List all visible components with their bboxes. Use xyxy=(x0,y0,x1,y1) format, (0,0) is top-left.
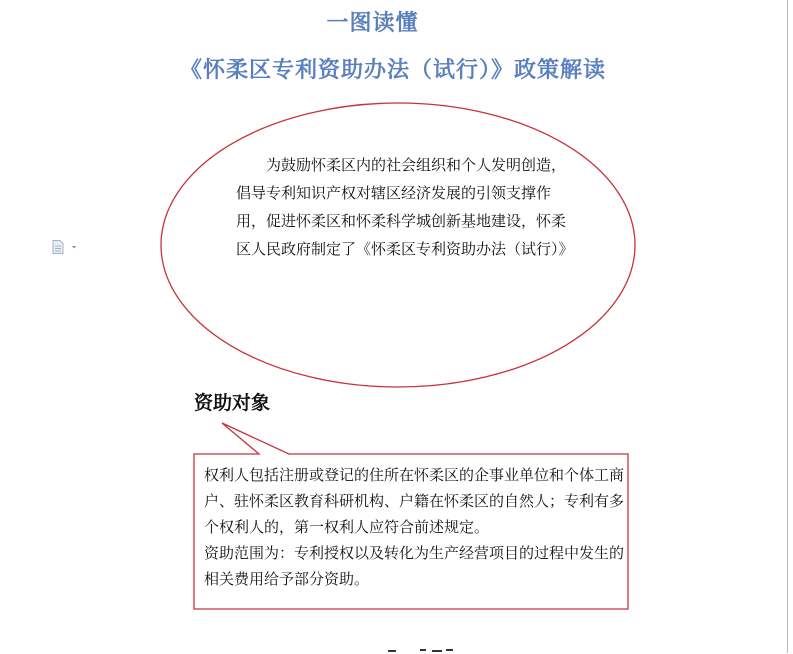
page-title: 一图读懂 xyxy=(326,11,419,36)
callout-paragraph-scope: 资助范围为：专利授权以及转化为生产经营项目的过程中发生的相关费用给予部分资助。 xyxy=(204,544,625,588)
callout-box xyxy=(204,462,624,592)
page-subtitle: 《怀柔区专利资助办法（试行）》政策解读 xyxy=(179,58,606,83)
callout-paragraph-recipients: 权利人包括注册或登记的住所在怀柔区的企事业单位和个体工商户、驻怀柔区教育科研机构、户籍在怀柔区的自然人；专利有多个权利人的，第一权利人应符合前述规定。 xyxy=(204,466,625,536)
intro-bubble-text: 为鼓励怀柔区内的社会组织和个人发明创造，倡导专利知识产权对辖区经济发展的引领支撑作用，促进怀柔区和怀柔科学城创新基地建设，怀柔区人民政府制定了《怀柔区专利资助办法（试行）》 xyxy=(236,156,574,258)
section-heading: 资助对象 xyxy=(194,392,271,414)
